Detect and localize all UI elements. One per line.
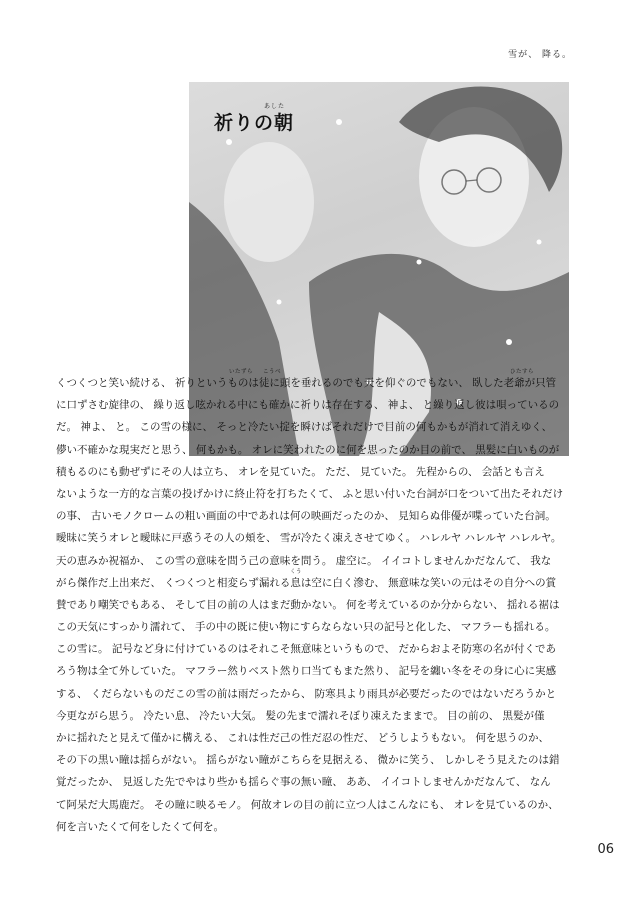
body-line: 今更ながら思う。 冷たい息、 冷たい大気。 髪の先まで濡れそぼり凍えたままで。 目の前の、 黒髪が僅 [56, 709, 545, 722]
ruby-kuu: くう [290, 569, 303, 575]
ruby-hitasura: ひたすら [510, 369, 535, 375]
body-line: 曖昧に笑うオレと曖昧に戸惑うその人の頬を、 雪が冷たく凍えさせてゆく。 ハレルヤ ハレルヤ ハレルヤ。 [56, 532, 562, 545]
body-line: くつくつと笑い続ける、 祈りというものは徒に頭を垂れるのでも天を仰ぐのでもない、 臥した老爺が只管 [56, 377, 557, 389]
body-line: の事、 古いモノクロームの粗い画面の中であれは何の映画だったのか、 見知らぬ俳優が喋っていた台詞。 [56, 510, 556, 523]
running-head: 雪が、 降る。 [508, 50, 572, 60]
page-title: 祈りの朝 [214, 112, 295, 134]
title-ruby: あした [264, 103, 286, 110]
body-line: ろう物は全て外していた。 マフラー然りベスト然り口当てもまた然り、 記号を纏い冬をその身に心に実感 [56, 665, 557, 678]
page-number: 06 [597, 842, 614, 857]
body-line: 儚い不確かな現実だと思う、 何もかも。 オレに笑われたのに何を思ったのか目の前で、 黒髪に白いものが [56, 443, 560, 456]
body-line: に口ずさむ旋律の、 繰り返し呟かれる中にも確かに祈りは存在する、 神よ、 と繰り返し彼は唄っているの [56, 399, 560, 412]
ruby-itazura: いたずら [229, 369, 254, 375]
body-line: その下の黒い瞳は揺らがない。 揺らがない瞳がこちらを見据える、 微かに笑う、 しかしそう見えたのは錯 [56, 754, 560, 767]
body-line: 覚だったか、 見返した先でやはり些かも揺らぐ事の無い瞳、 ああ、 イイコトしませんかだなんて、 なん [56, 776, 551, 789]
body-line: この雪に。 記号など身に付けているのはそれこそ無意味というもので、 だからおよそ防寒の名が付くであ [56, 643, 556, 656]
body-line: 積もるのにも動ぜずにその人は立ち、 オレを見ていた。 ただ、 見ていた。 先程からの、 会話とも言え [56, 465, 545, 478]
story-body [56, 372, 592, 838]
body-line: 天の恵みか祝福か、 この雪の意味を問う己の意味を問う。 虚空に。 イイコトしませんかだなんて、 我な [56, 554, 552, 567]
body-line: がら傑作だ上出来だ、 くつくつと相変らず漏れる息は空に白く滲む、 無意味な笑いの元はその自分への賞 [56, 576, 557, 589]
body-line: 何を言いたくて何をしたくて何を。 [56, 820, 224, 833]
body-line: かに揺れたと見えて僅かに構える、 これは性だ己の性だ忍の性だ、 どうしようもない。 何を思うのか、 [56, 732, 550, 744]
body-line: この天気にすっかり濡れて、 手の中の既に使い物にすらならない只の記号と化した、 マフラーも揺れる。 [56, 621, 556, 634]
body-line: する、 くだらないものだこの雪の前は雨だったから、 防寒具より雨具が必要だったのではないだろうかと [56, 687, 557, 700]
body-line: ないような一方的な言葉の投げかけに終止符を打ちたくて、 ふと思い付いた台詞が口をついて出たそれだけ [56, 487, 564, 500]
body-line: 賛であり嘲笑でもある、 そして目の前の人はまだ動かない。 何を考えているのか分からない、 揺れる裾は [56, 598, 560, 611]
ruby-koube: こうべ [263, 369, 282, 375]
body-line: て阿呆だ大馬鹿だ。 その瞳に映るモノ。 何故オレの目の前に立つ人はこんなにも、 オレを見ているのか、 [56, 798, 559, 811]
body-line: だ。 神よ、 と。 この雪の様に、 そっと冷たい掟を瞬けばそれだけで目前の何もかもが消れて消えゆく、 [56, 421, 553, 434]
